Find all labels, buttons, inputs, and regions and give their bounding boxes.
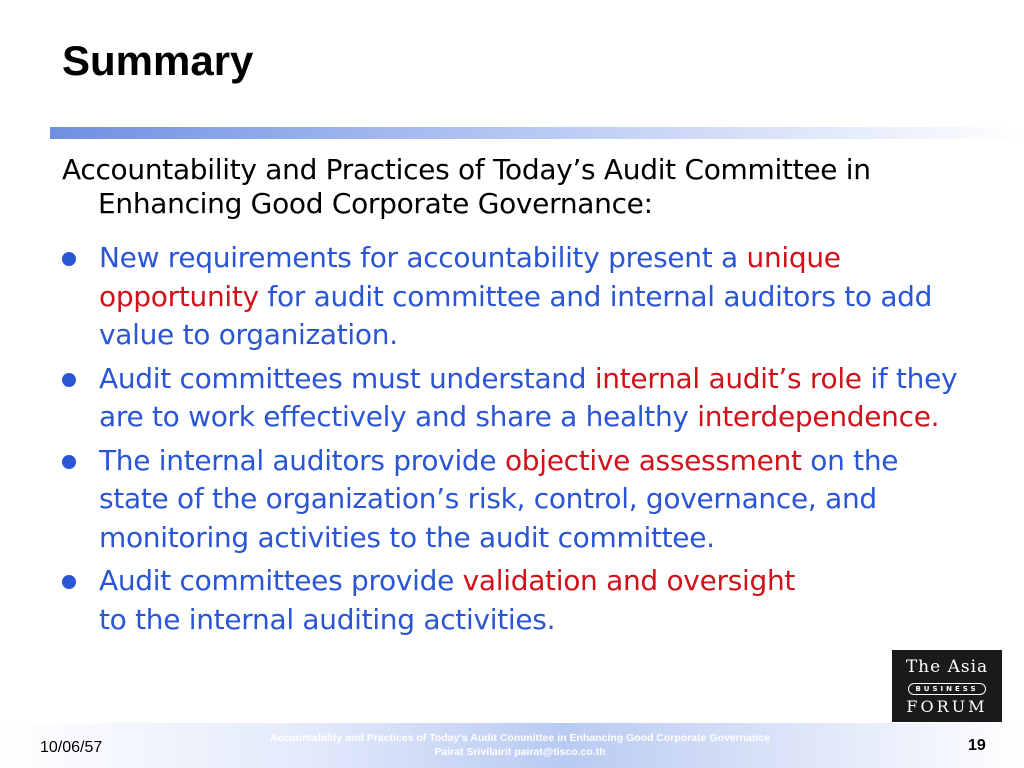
bullet-item xyxy=(62,442,962,558)
bullet-item xyxy=(62,562,962,639)
intro-line-1: Accountability and Practices of Today’s Audit Committee in xyxy=(62,153,871,186)
bullet-highlight: interdependence xyxy=(697,400,931,433)
bullet-icon xyxy=(62,373,76,387)
bullet-segment: on the state of the organization’s risk, control, governance, and monitoring activities to the audit committee. xyxy=(99,443,899,554)
bullet-icon xyxy=(62,575,76,589)
logo-line-2: BUSINESS xyxy=(908,683,985,695)
bullet-segment: Audit committees must understand xyxy=(99,361,595,395)
logo-line-1: The Asia xyxy=(905,657,989,677)
page-number: 19 xyxy=(968,737,986,754)
footer-caption-line-2: Pairat Srivilairit pairat@tisco.co.th xyxy=(434,746,606,758)
bullet-segment: for audit committee and internal auditors to add value to organization. xyxy=(99,279,933,351)
logo-line-3: FORUM xyxy=(906,697,988,716)
footer-caption-line-1: Accountability and Practices of Today’s Audit Committee in Enhancing Good Corporate Governance xyxy=(269,732,771,744)
bullet-segment: New requirements for accountability present a xyxy=(99,241,747,274)
bullet-text xyxy=(99,562,962,639)
bullet-highlight: objective assessment xyxy=(504,443,802,477)
intro-text xyxy=(62,153,962,221)
bullet-text xyxy=(99,239,962,355)
bullet-highlight: validation and oversight xyxy=(462,564,796,597)
slide-content xyxy=(62,153,962,644)
bullet-item xyxy=(62,239,962,355)
bullet-segment: Audit committees provide xyxy=(99,564,463,597)
bullet-list xyxy=(62,239,962,639)
footer-date: 10/06/57 xyxy=(40,739,103,756)
title-divider xyxy=(50,127,1024,139)
asia-business-forum-logo xyxy=(892,650,1002,722)
bullet-segment: The internal auditors provide xyxy=(99,443,505,477)
bullet-segment: . xyxy=(930,400,940,433)
bullet-highlight: unique opportunity xyxy=(99,241,841,313)
bullet-icon xyxy=(62,455,76,469)
bullet-highlight: internal audit’s role xyxy=(594,361,862,395)
bullet-line xyxy=(99,564,795,597)
bullet-icon xyxy=(62,252,76,266)
intro-line-2: Enhancing Good Corporate Governance: xyxy=(98,187,653,220)
bullet-item xyxy=(62,360,962,437)
bullet-text xyxy=(99,442,962,558)
bullet-segment: if they are to work effectively and share a healthy xyxy=(99,361,958,433)
slide-title: Summary xyxy=(62,37,254,84)
bullet-text xyxy=(99,360,962,437)
bullet-segment: to the internal auditing activities. xyxy=(99,602,556,636)
footer-caption xyxy=(200,731,840,759)
